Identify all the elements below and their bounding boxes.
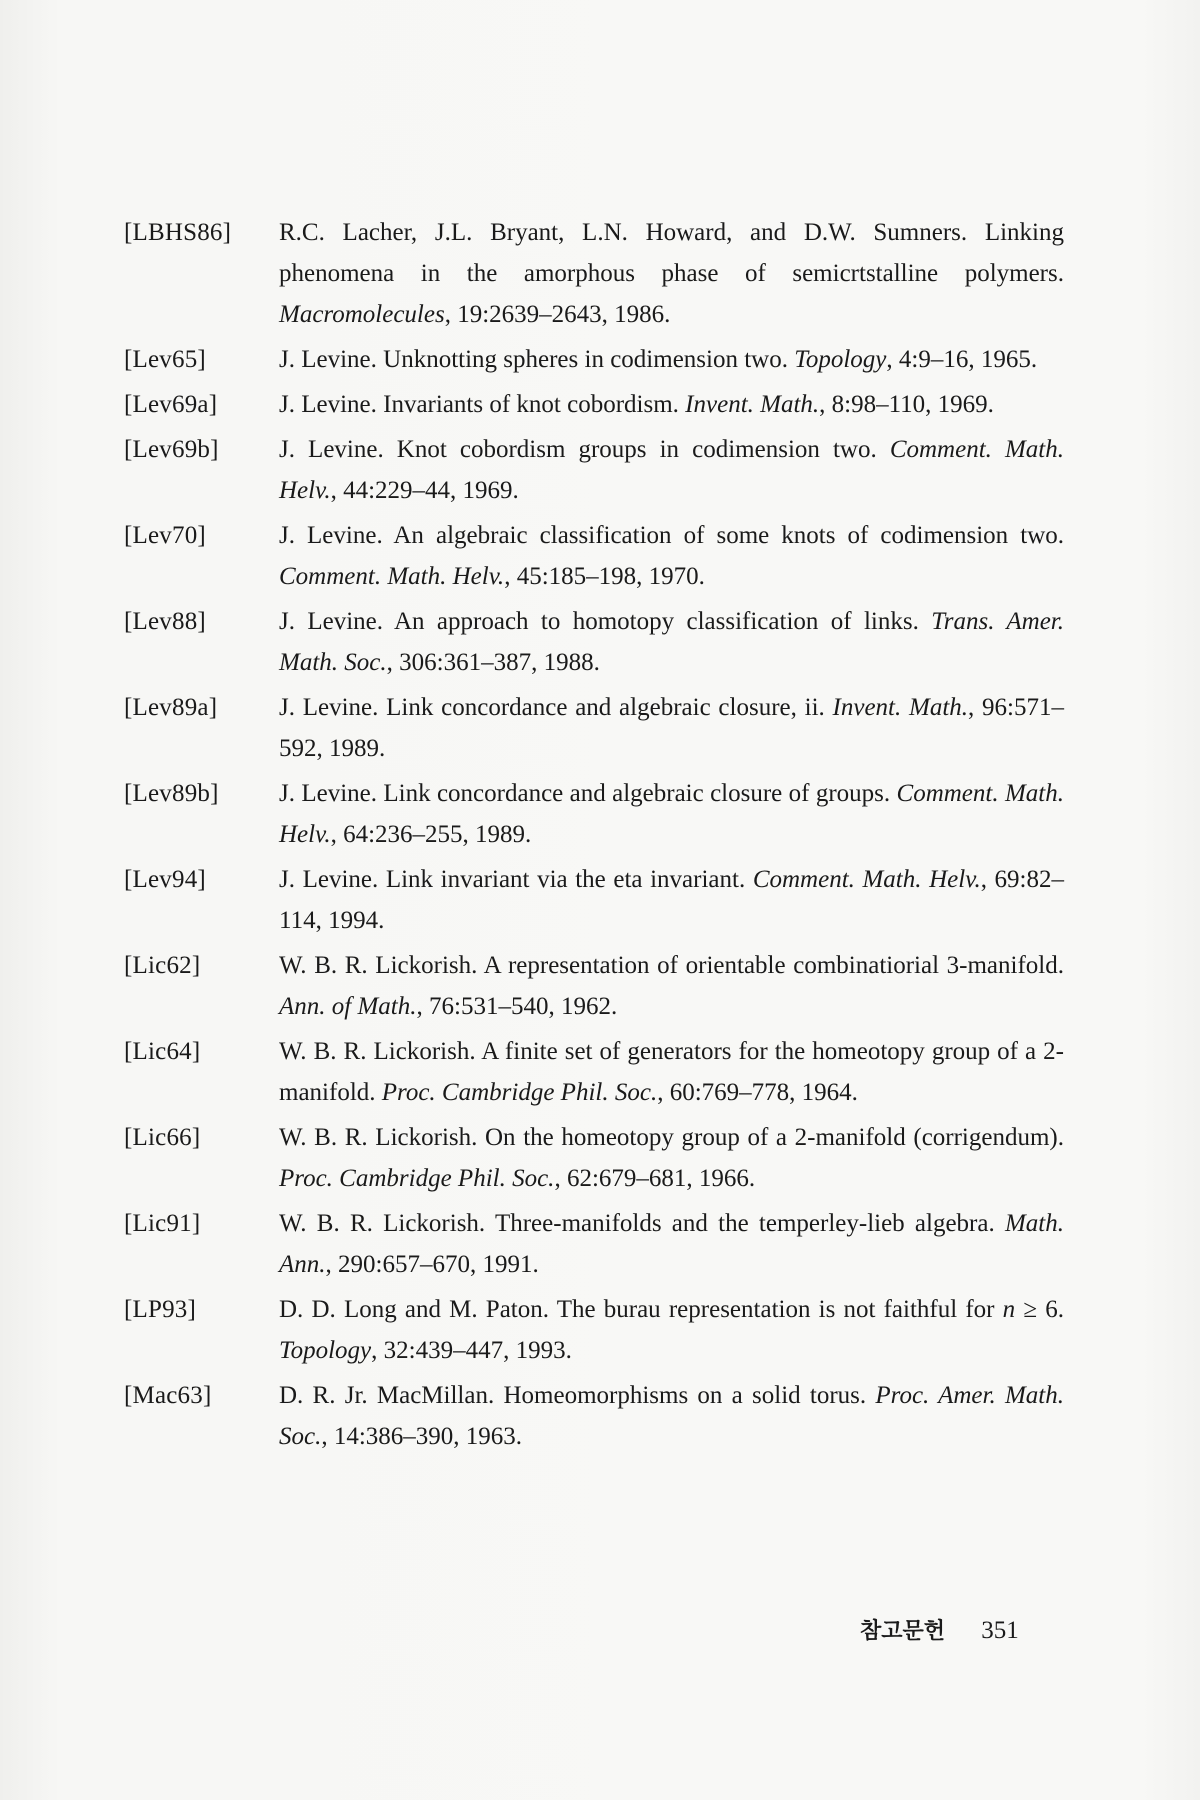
reference-italic-part: n <box>1002 1296 1016 1323</box>
reference-text-part: , 44:229–44, 1969. <box>330 477 519 504</box>
reference-text <box>279 429 1064 511</box>
reference-key: [Lev65] <box>124 346 206 373</box>
reference-text-part: J. Levine. Knot cobordism groups in codimension two. <box>279 436 890 463</box>
reference-text-part: W. B. R. Lickorish. A representation of orientable combinatiorial 3-manifold. <box>279 952 1064 979</box>
reference-list <box>124 212 1074 1461</box>
reference-text <box>279 1117 1064 1199</box>
reference-text <box>279 859 1064 941</box>
reference-italic-part: Topology <box>279 1337 372 1364</box>
reference-entry <box>124 601 1074 683</box>
reference-entry <box>124 429 1074 511</box>
reference-text <box>279 1031 1064 1113</box>
reference-key: [LP93] <box>124 1296 197 1323</box>
reference-text <box>279 773 1064 855</box>
reference-italic-part: Trans. Amer. Math. Soc. <box>279 608 1065 676</box>
reference-italic-part: Invent. Math. <box>685 391 820 418</box>
reference-italic-part: Proc. Amer. Math. Soc. <box>279 1382 1064 1450</box>
reference-key: [Lev69b] <box>124 436 219 463</box>
reference-text-part: J. Levine. Link concordance and algebraic closure of groups. <box>279 780 897 807</box>
reference-text-part: , 290:657–670, 1991. <box>325 1251 539 1278</box>
reference-text-part: , 14:386–390, 1963. <box>321 1423 523 1450</box>
reference-entry <box>124 859 1074 941</box>
reference-entry <box>124 339 1074 380</box>
reference-text-part: J. Levine. Unknotting spheres in codimension two. <box>279 346 795 373</box>
reference-entry <box>124 945 1074 1027</box>
reference-italic-part: Comment. Math. Helv. <box>279 436 1064 504</box>
reference-text-part: J. Levine. Link invariant via the eta invariant. <box>279 866 753 893</box>
reference-entry <box>124 212 1074 335</box>
reference-italic-part: Topology <box>794 346 887 373</box>
reference-text-part: , 306:361–387, 1988. <box>386 649 600 676</box>
reference-entry <box>124 687 1074 769</box>
reference-entry <box>124 515 1074 597</box>
reference-entry <box>124 1375 1074 1457</box>
reference-text-part: J. Levine. An algebraic classification of some knots of codimension two. <box>279 522 1064 549</box>
reference-text <box>279 384 1064 425</box>
reference-text-part: , 62:679–681, 1966. <box>554 1165 756 1192</box>
reference-key: [Lev69a] <box>124 391 218 418</box>
reference-text-part: , 32:439–447, 1993. <box>371 1337 572 1364</box>
page-number: 351 <box>981 1617 1019 1644</box>
reference-entry <box>124 1117 1074 1199</box>
reference-text <box>279 339 1064 380</box>
reference-entry <box>124 1289 1074 1371</box>
reference-text-part: , 4:9–16, 1965. <box>886 346 1038 373</box>
reference-entry <box>124 773 1074 855</box>
reference-key: [Lev89a] <box>124 694 218 721</box>
reference-text-part: , 76:531–540, 1962. <box>416 993 618 1020</box>
reference-italic-part: Ann. of Math. <box>279 993 417 1020</box>
reference-text <box>279 687 1064 769</box>
reference-italic-part: Macromolecules <box>279 301 445 328</box>
reference-text-part: , 69:82–114, 1994. <box>279 866 1064 934</box>
reference-key: [Lev88] <box>124 608 206 635</box>
reference-key: [Lic64] <box>124 1038 201 1065</box>
reference-text-part: , 96:571–592, 1989. <box>279 694 1064 762</box>
reference-text-part: W. B. R. Lickorish. On the homeotopy group of a 2-manifold (corrigendum). <box>279 1124 1064 1151</box>
reference-key: [Lev94] <box>124 866 206 893</box>
reference-text-part: D. R. Jr. MacMillan. Homeomorphisms on a solid torus. <box>279 1382 876 1409</box>
reference-text <box>279 1375 1064 1457</box>
reference-text-part: , 8:98–110, 1969. <box>819 391 994 418</box>
reference-key: [LBHS86] <box>124 219 232 246</box>
reference-key: [Lev70] <box>124 522 206 549</box>
reference-italic-part: Invent. Math. <box>832 694 969 721</box>
reference-text-part: , 60:769–778, 1964. <box>657 1079 858 1106</box>
reference-entry <box>124 384 1074 425</box>
reference-entry <box>124 1031 1074 1113</box>
reference-text-part: W. B. R. Lickorish. A finite set of generators for the homeotopy group of a 2-manifold. <box>279 1038 1064 1106</box>
reference-key: [Lic66] <box>124 1124 201 1151</box>
reference-text <box>279 945 1064 1027</box>
reference-italic-part: Comment. Math. Helv. <box>752 866 981 893</box>
reference-text-part: W. B. R. Lickorish. Three-manifolds and the temperley-lieb algebra. <box>279 1210 1005 1237</box>
running-section-title: 참고문헌 <box>860 1619 946 1644</box>
reference-text-part: J. Levine. Invariants of knot cobordism. <box>279 391 686 418</box>
reference-text-part: J. Levine. Link concordance and algebraic closure, ii. <box>279 694 833 721</box>
reference-key: [Lev89b] <box>124 780 219 807</box>
reference-text-part: D. D. Long and M. Paton. The burau representation is not faithful for <box>279 1296 1003 1323</box>
reference-text <box>279 515 1064 597</box>
reference-text <box>279 212 1064 335</box>
reference-text-part: J. Levine. An approach to homotopy classification of links. <box>279 608 932 635</box>
reference-text <box>279 1203 1064 1285</box>
reference-key: [Lic91] <box>124 1210 201 1237</box>
reference-text <box>279 1289 1064 1371</box>
reference-italic-part: Proc. Cambridge Phil. Soc. <box>381 1079 658 1106</box>
page-footer <box>860 1614 1019 1645</box>
reference-key: [Mac63] <box>124 1382 212 1409</box>
reference-text-part: , 19:2639–2643, 1986. <box>444 301 671 328</box>
reference-text-part: ≥ 6. <box>1015 1296 1064 1323</box>
reference-key: [Lic62] <box>124 952 201 979</box>
reference-italic-part: Comment. Math. Helv. <box>279 780 1064 848</box>
reference-text-part: , 64:236–255, 1989. <box>330 821 532 848</box>
reference-entry <box>124 1203 1074 1285</box>
reference-italic-part: Math. Ann. <box>279 1210 1064 1278</box>
reference-italic-part: Proc. Cambridge Phil. Soc. <box>279 1165 555 1192</box>
reference-text-part: , 45:185–198, 1970. <box>504 563 705 590</box>
reference-italic-part: Comment. Math. Helv. <box>279 563 505 590</box>
reference-text <box>279 601 1064 683</box>
reference-text-part: R.C. Lacher, J.L. Bryant, L.N. Howard, and D.W. Sumners. Linking phenomena in the amorphous phase of semicrtstalline polymers. <box>279 219 1064 287</box>
